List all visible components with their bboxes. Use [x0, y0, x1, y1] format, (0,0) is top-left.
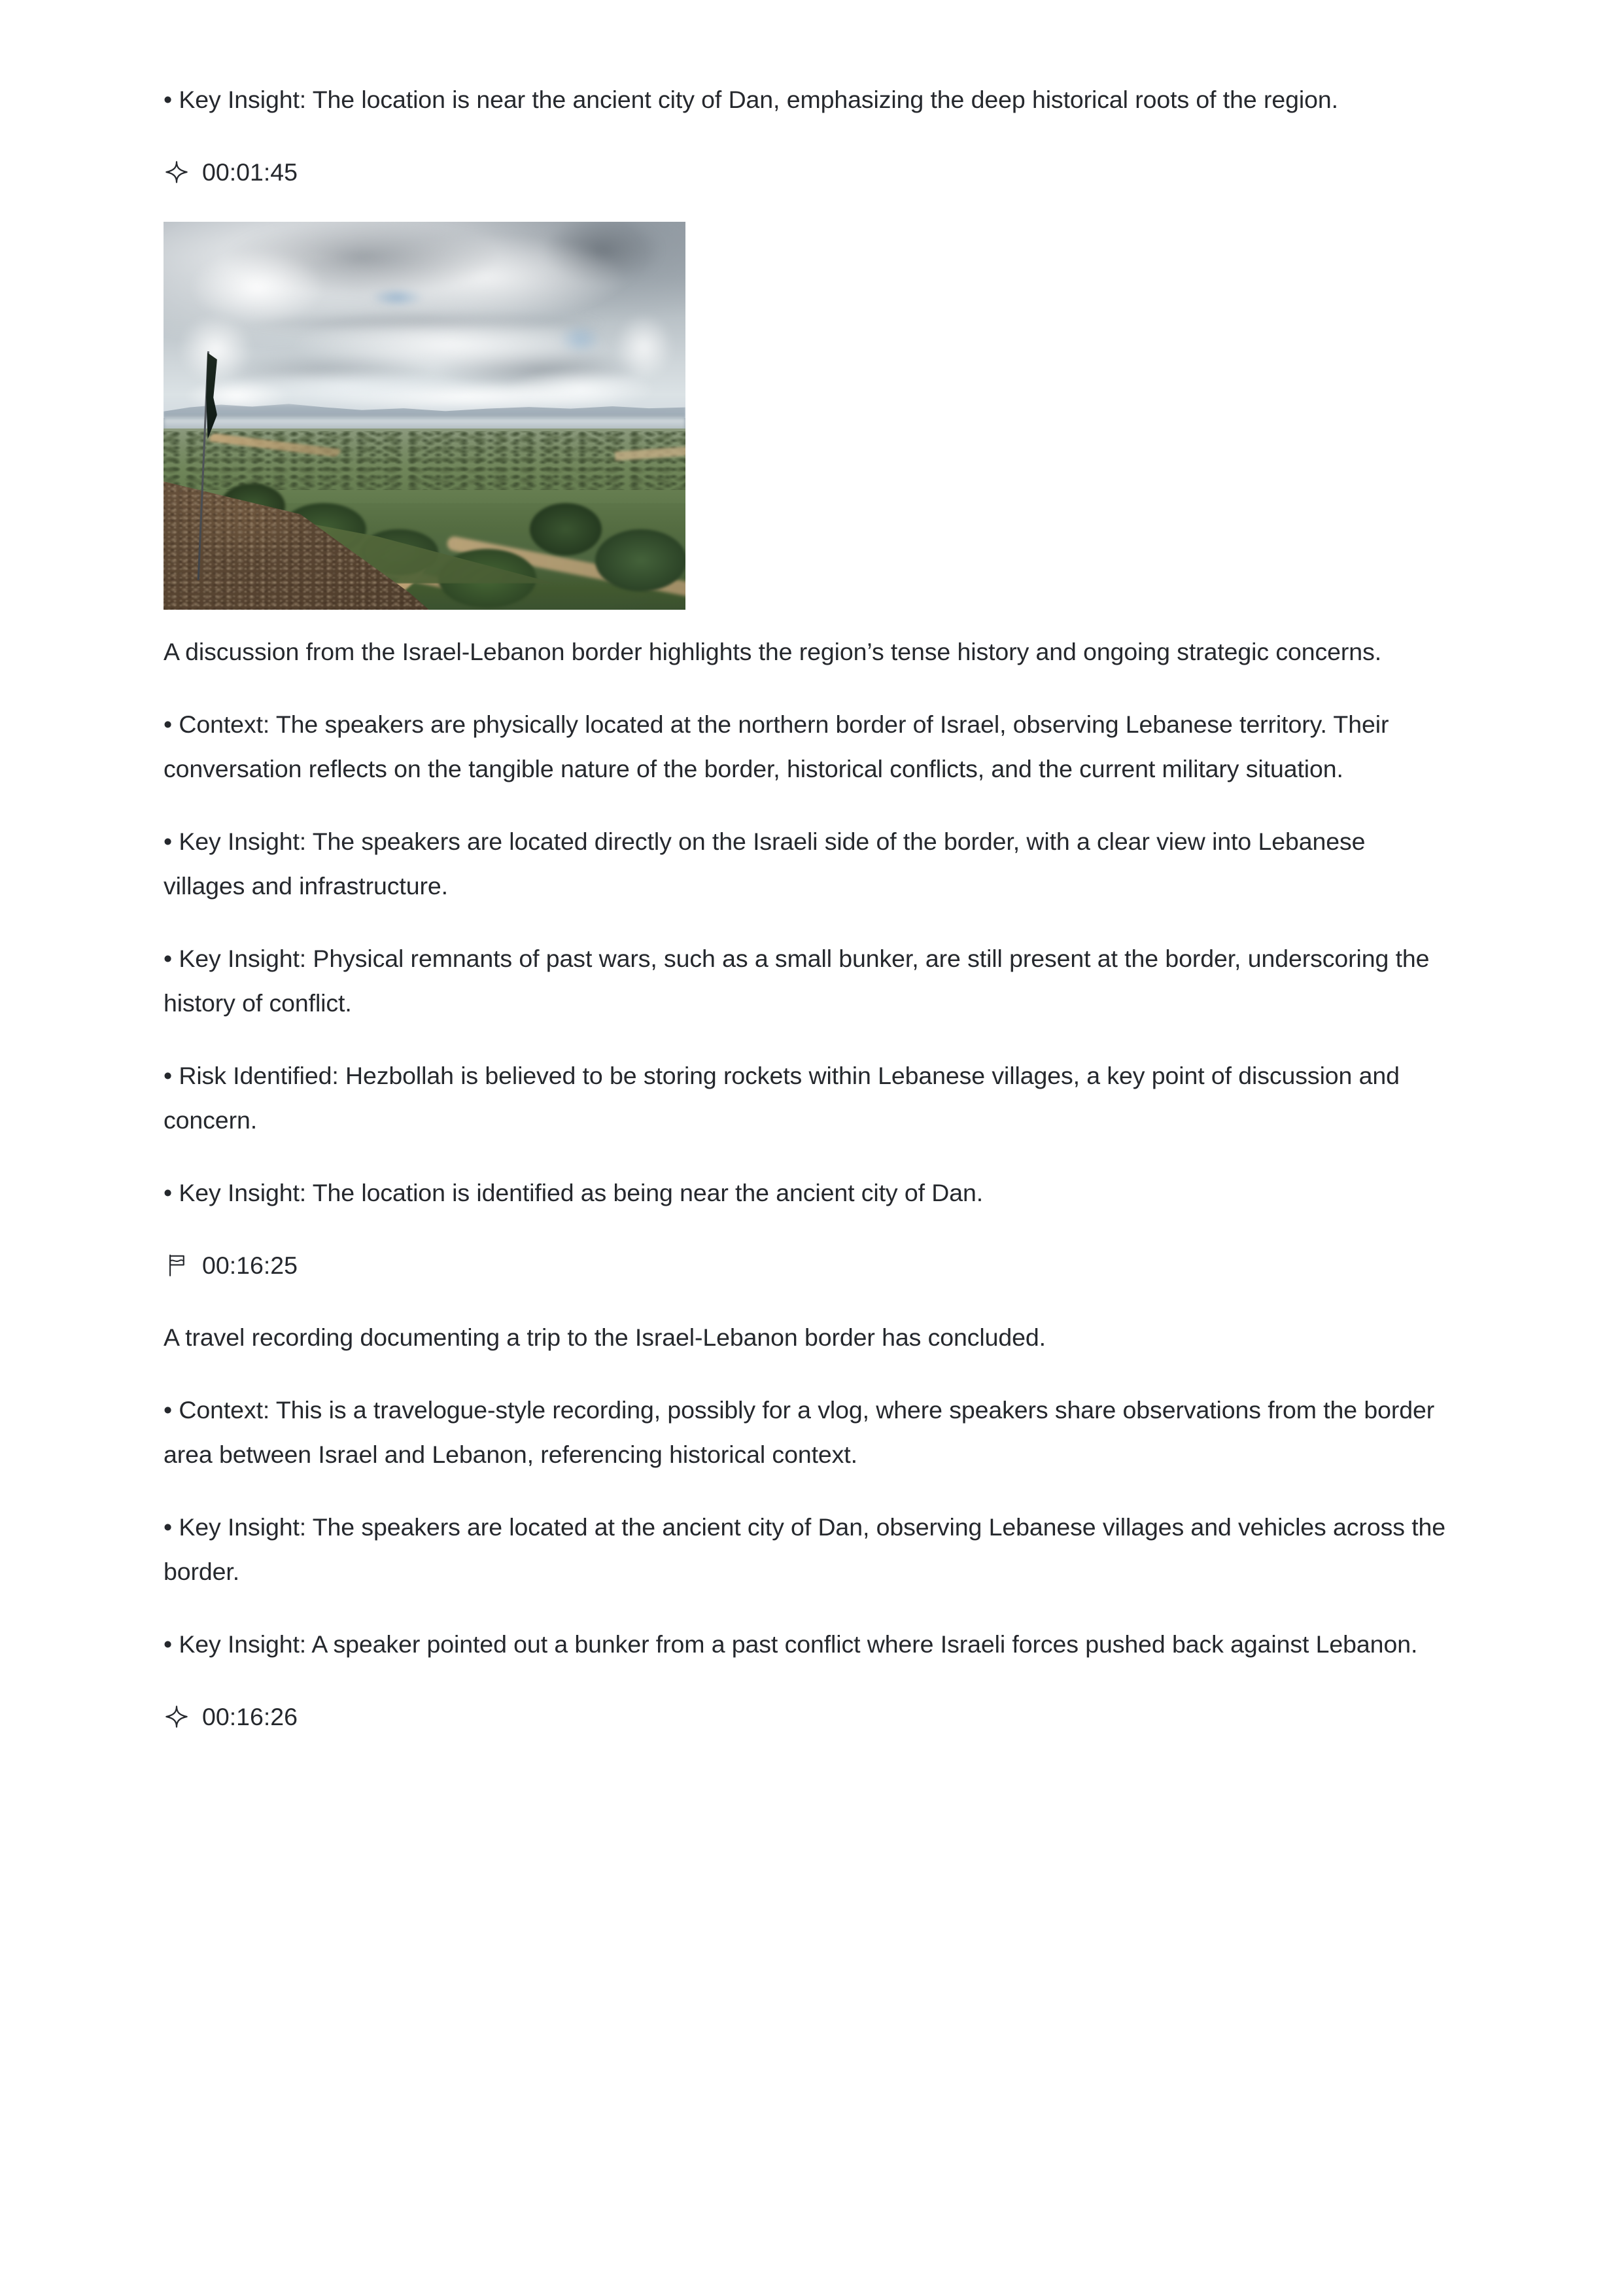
timestamp-label: 00:16:26 [202, 1703, 298, 1730]
sparkle-icon [164, 158, 190, 186]
timestamp-label: 00:01:45 [202, 158, 298, 186]
bullet-insight-near-ancient-dan: • Key Insight: The location is identified as being near the ancient city of Dan. [164, 1179, 984, 1206]
paragraph-summary-travel-recording-concluded: A travel recording documenting a trip to the Israel-Lebanon border has concluded. [164, 1323, 1046, 1351]
paragraph-summary-border-discussion: A discussion from the Israel-Lebanon border highlights the region’s tense history and ongoing strategic concerns. [164, 638, 1382, 665]
timestamp-00-01-45[interactable] [164, 150, 1449, 194]
sparkle-icon [164, 1702, 190, 1731]
bullet-insight-bunker-remnants: • Key Insight: Physical remnants of past wars, such as a small bunker, are still present at the border, underscoring the history of conflict. [164, 945, 1430, 1017]
border-landscape-photo [164, 222, 685, 610]
bullet-insight-dan-historical-roots: • Key Insight: The location is near the ancient city of Dan, emphasizing the deep historical roots of the region. [164, 86, 1338, 113]
photo-bush [530, 503, 602, 555]
timestamp-label: 00:16:25 [202, 1252, 298, 1279]
bullet-insight-israeli-side-view: • Key Insight: The speakers are located directly on the Israeli side of the border, with a clear view into Lebanese villages and infrastructure. [164, 828, 1366, 900]
timestamp-00-16-25[interactable] [164, 1243, 1449, 1288]
bullet-context-travelogue-vlog: • Context: This is a travelogue-style recording, possibly for a vlog, where speakers share observations from the border area between Israel and Lebanon, referencing historical context. [164, 1396, 1435, 1468]
timestamp-00-16-26[interactable] [164, 1694, 1449, 1739]
bullet-insight-bunker-past-conflict: • Key Insight: A speaker pointed out a bunker from a past conflict where Israeli forces pushed back against Lebanon. [164, 1630, 1418, 1658]
bullet-risk-hezbollah-rockets: • Risk Identified: Hezbollah is believed to be storing rockets within Lebanese villages, a key point of discussion and concern. [164, 1062, 1400, 1134]
flag-icon [164, 1251, 190, 1280]
bullet-context-northern-border: • Context: The speakers are physically located at the northern border of Israel, observing Lebanese territory. Their conversation reflects on the tangible nature of the border, historical conflicts, and the current military situation. [164, 710, 1389, 782]
border-landscape-photo-wrapper [164, 222, 1449, 610]
photo-bush [595, 529, 685, 591]
bullet-insight-dan-observing-villages: • Key Insight: The speakers are located at the ancient city of Dan, observing Lebanese villages and vehicles across the border. [164, 1513, 1446, 1585]
